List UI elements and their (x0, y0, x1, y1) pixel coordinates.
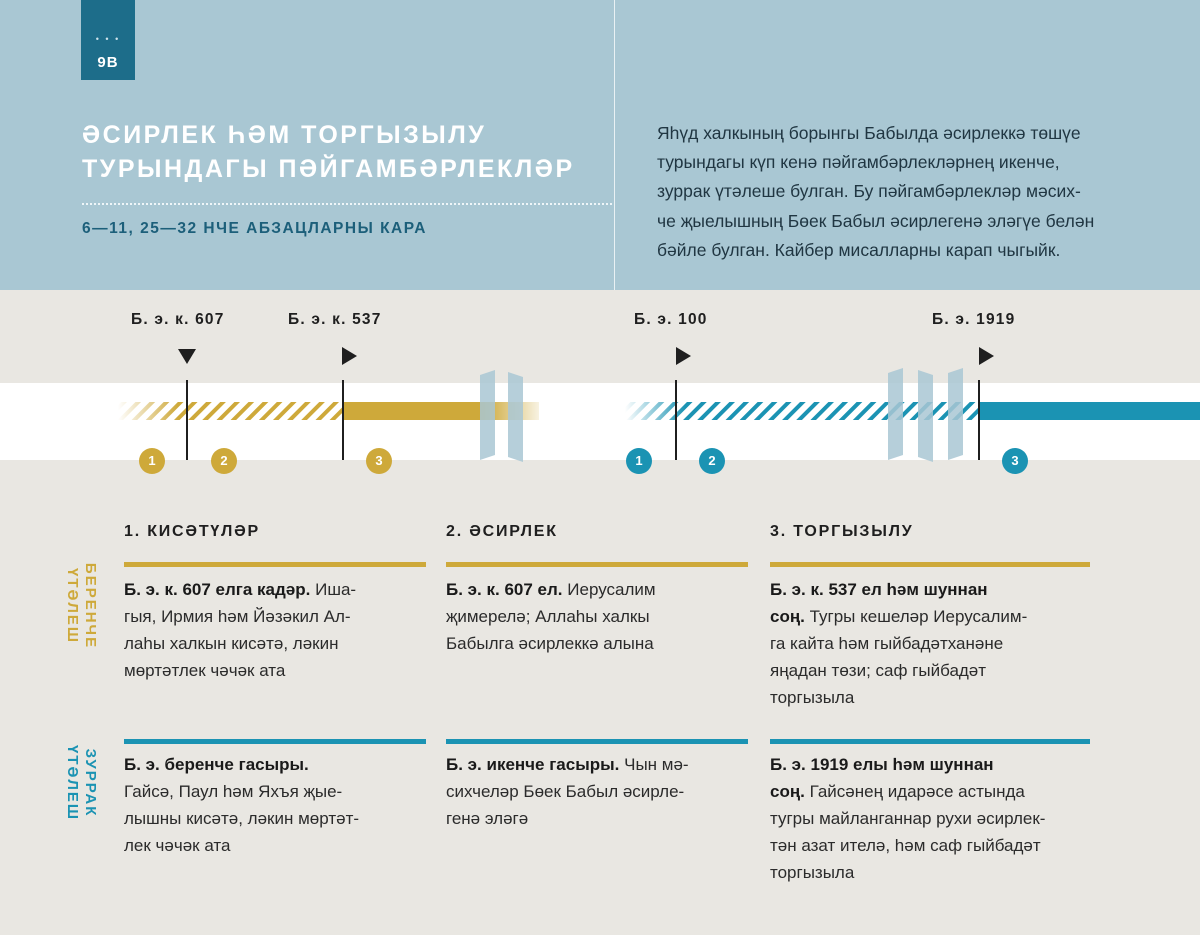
row-rule-gold (124, 562, 426, 567)
cell-date: Б. э. к. 607 ел. (446, 580, 563, 599)
cell-first-warnings: Б. э. к. 607 елга кадәр. Иша- гыя, Ирмия һәм Йәзәкил Ал- лаһы халкын кисәтә, ләкин мөртәтлек чәчәк ата (124, 580, 357, 680)
row-rule-gold (446, 562, 748, 567)
fold-marker (480, 370, 495, 460)
cell-major-warnings: Б. э. беренче гасыры. Гайсә, Паул һәм Яхъя җые- лышны кисәтә, ләкин мөртәт- лек чәчәк ата (124, 755, 360, 855)
timeline-date: Б. э. 1919 (932, 311, 1016, 328)
row-label-first-fulfillment: БЕРЕНЧЕ ҮТӘЛЕШ (64, 562, 99, 650)
badge-dots-icon: • • • (95, 34, 121, 44)
column-heading-warnings: 1. КИСӘТҮЛӘР (124, 523, 261, 540)
row-rule-blue (770, 739, 1090, 744)
down-arrow-icon (178, 349, 196, 364)
timeline-divider (675, 380, 677, 460)
cell-first-restoration: Б. э. к. 537 ел һәм шуннан соң. Тугры кешеләр Иерусалим- га кайта һәм гыйбадәтханәне яңадан төзи; саф гыйбадәт торгызыла (770, 580, 1028, 707)
blue-step-marker: 1 (626, 448, 652, 474)
fold-marker (948, 368, 963, 460)
row-rule-blue (446, 739, 748, 744)
fold-marker (918, 370, 933, 462)
paragraph-reference: 6—11, 25—32 НЧЕ АБЗАЦЛАРНЫ КАРА (82, 220, 427, 237)
title-line-1: ӘСИРЛЕК ҺӘМ ТОРГЫЗЫЛУ (82, 121, 487, 149)
title-line-2: ТУРЫНДАГЫ ПӘЙГАМБӘРЛЕКЛӘР (82, 155, 575, 183)
cell-date: соң. (770, 782, 805, 801)
gold-track-solid (344, 402, 484, 420)
badge-number: 9B (97, 54, 119, 71)
blue-step-marker: 3 (1002, 448, 1028, 474)
play-arrow-icon (979, 347, 994, 365)
timeline-divider (342, 380, 344, 460)
cell-first-captivity: Б. э. к. 607 ел. Иерусалим җимерелә; Аллаһы халкы Бабылга әсирлеккә алына (446, 580, 656, 653)
blue-track-solid (978, 402, 1200, 420)
intro-line: турындагы күп кенә пәйгамбәрлекләрнең икенче, (657, 152, 1060, 173)
cell-date: соң. (770, 607, 805, 626)
timeline-divider (978, 380, 980, 460)
gold-step-marker: 3 (366, 448, 392, 474)
intro-line: че җыелышның Бөек Бабыл әсирлегенә эләгүе белән (657, 210, 1095, 231)
gold-step-marker: 1 (139, 448, 165, 474)
timeline-date: Б. э. к. 537 (288, 311, 382, 328)
play-arrow-icon (676, 347, 691, 365)
blue-step-marker: 2 (699, 448, 725, 474)
intro-line: зуррак үтәлеше булган. Бу пәйгамбәрлекләр мәсих- (657, 181, 1081, 202)
cell-date: Б. э. икенче гасыры. (446, 755, 620, 774)
column-heading-restoration: 3. ТОРГЫЗЫЛУ (770, 523, 914, 540)
column-heading-captivity: 2. ӘСИРЛЕК (446, 523, 558, 540)
row-label-major-fulfillment: ЗУРРАК ҮТӘЛЕШ (64, 745, 99, 821)
cell-date: Б. э. к. 607 елга кадәр. (124, 580, 311, 599)
fold-marker (508, 372, 523, 462)
cell-major-captivity: Б. э. икенче гасыры. Чын мә- сихчеләр Бөек Бабыл әсирле- генә эләгә (446, 755, 689, 828)
timeline-divider (186, 380, 188, 460)
gold-step-marker: 2 (211, 448, 237, 474)
row-rule-gold (770, 562, 1090, 567)
play-arrow-icon (342, 347, 357, 365)
timeline-date: Б. э. к. 607 (131, 311, 225, 328)
cell-date: Б. э. 1919 елы һәм шуннан (770, 755, 994, 774)
fold-marker (888, 368, 903, 460)
intro-line: бәйле булган. Кайбер мисалларны карап чыгыйк. (657, 239, 1061, 260)
timeline-date: Б. э. 100 (634, 311, 708, 328)
cell-major-restoration: Б. э. 1919 елы һәм шуннан соң. Гайсәнең идарәсе астында тугры майланганнар рухи әсирлек- тән азат ителә, һәм саф гыйбадәт торгызыла (770, 755, 1046, 882)
row-rule-blue (124, 739, 426, 744)
intro-line: Яһүд халкының борынгы Бабылда әсирлеккә төшүе (657, 123, 1081, 143)
cell-date: Б. э. беренче гасыры. (124, 755, 309, 774)
cell-date: Б. э. к. 537 ел һәм шуннан (770, 580, 988, 599)
gold-track-fade (118, 402, 178, 420)
